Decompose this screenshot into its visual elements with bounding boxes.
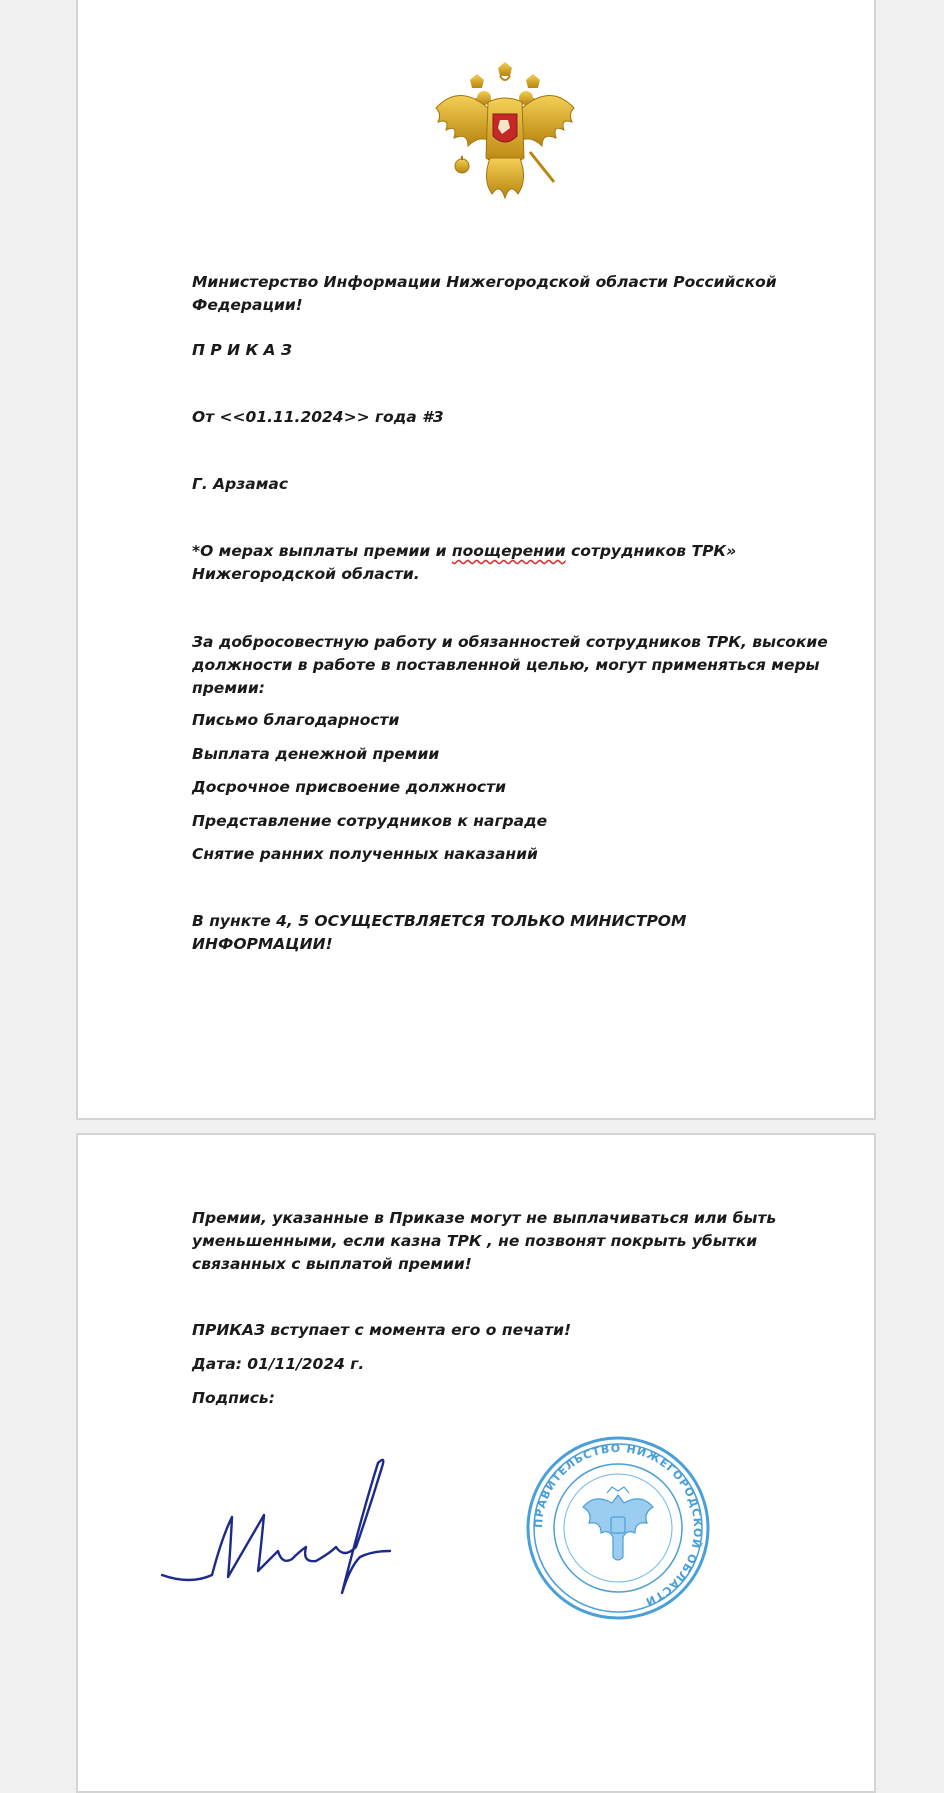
measure-item-5: Снятие ранних полученных наказаний	[192, 845, 538, 863]
measure-item-4: Представление сотрудников к награде	[192, 812, 548, 830]
conditions-paragraph: Премии, указанные в Приказе могут не выплачиваться или быть уменьшенными, если казна ТРК , не позвонят покрыть убытки связанных с выплатой премии!	[192, 1209, 777, 1273]
order-subject-part2: сотрудников ТРК» Нижегородской области.	[192, 542, 737, 583]
document-page-1	[76, 0, 876, 1120]
city-line: Г. Арзамас	[192, 475, 289, 493]
order-subject	[192, 540, 832, 586]
date-line: Дата: 01/11/2024 г.	[192, 1355, 365, 1373]
measure-item-2: Выплата денежной премии	[192, 745, 440, 763]
measure-item-3: Досрочное присвоение должности	[192, 778, 506, 796]
order-date-line: От <<01.11.2024>> года #3	[192, 408, 444, 426]
document-page-2	[76, 1133, 876, 1793]
effective-line: ПРИКАЗ вступает с момента его о печати!	[192, 1321, 572, 1339]
minister-note: В пункте 4, 5 ОСУЩЕСТВЛЯЕТСЯ ТОЛЬКО МИНИСТРОМ ИНФОРМАЦИИ!	[192, 912, 687, 953]
russian-coat-of-arms-icon	[430, 62, 580, 202]
handwritten-signature-icon	[160, 1447, 410, 1597]
signature-label: Подпись:	[192, 1389, 275, 1407]
ministry-name: Министерство Информации Нижегородской области Российской Федерации!	[192, 273, 777, 314]
intro-paragraph: За добросовестную работу и обязанностей сотрудников ТРК, высокие должности в работе в поставленной целью, могут применяться меры премии:	[192, 633, 828, 697]
measure-item-1: Письмо благодарности	[192, 711, 400, 729]
misspelled-word: поощерении	[451, 542, 566, 560]
order-subject-part1: *О мерах выплаты премии и	[192, 542, 452, 560]
order-title: П Р И К А З	[192, 341, 292, 359]
official-round-stamp-icon	[523, 1433, 713, 1623]
stamp-text: ПРАВИТЕЛЬСТВО НИЖЕГОРОДСКОЙ ОБЛАСТИ	[531, 1441, 705, 1609]
